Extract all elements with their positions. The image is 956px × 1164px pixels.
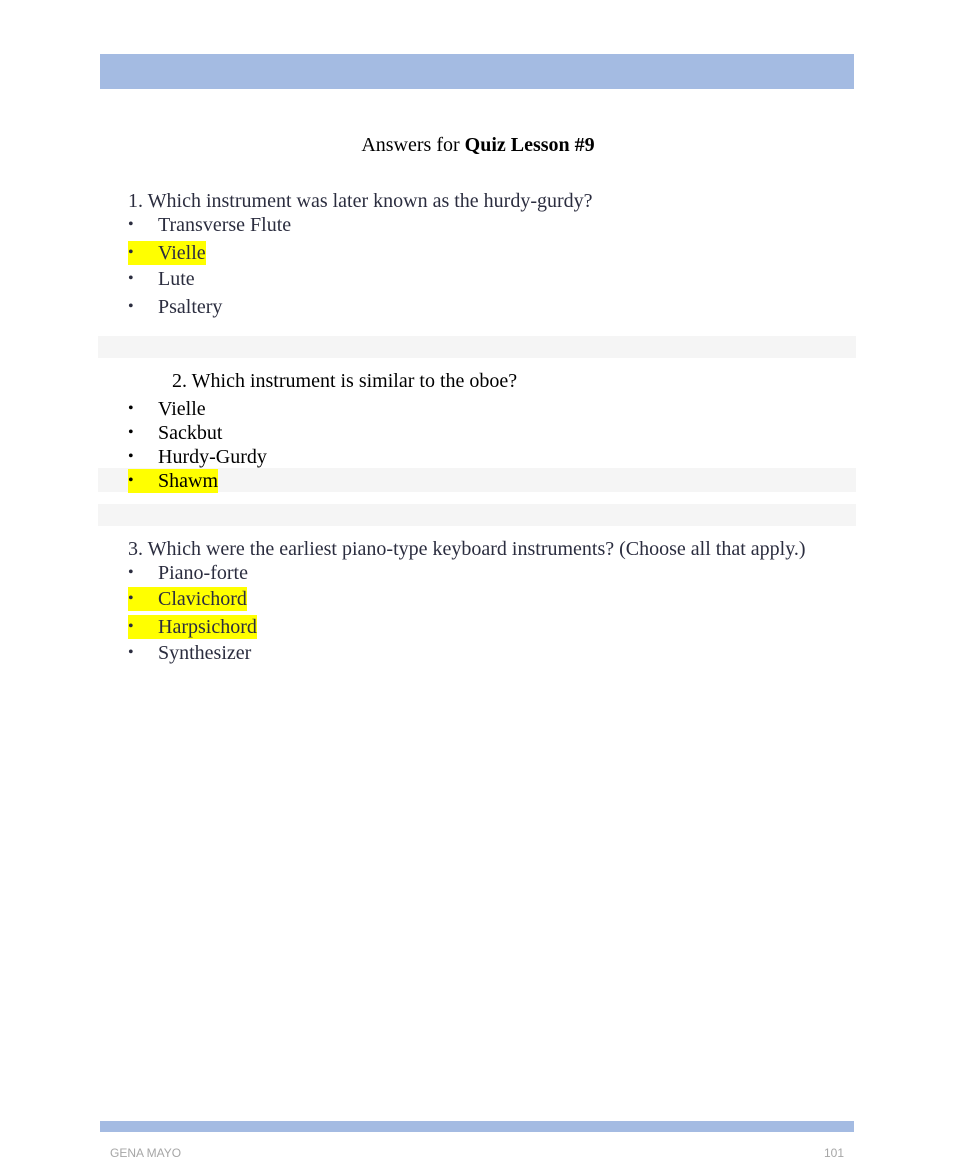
separator-band xyxy=(98,504,856,526)
bullet-icon: • xyxy=(128,472,134,489)
bullet-icon: • xyxy=(128,298,134,315)
option-label: Hurdy-Gurdy xyxy=(158,446,267,468)
q2-option-1 xyxy=(128,397,206,421)
page-number: 101 xyxy=(823,1146,844,1160)
option-label: Lute xyxy=(158,268,195,290)
bullet-icon: • xyxy=(128,644,134,661)
footer-accent-bar xyxy=(100,1121,854,1132)
bullet-icon: • xyxy=(128,244,134,261)
page-title xyxy=(0,133,956,157)
q1-option-2 xyxy=(128,241,206,265)
option-label: Transverse Flute xyxy=(158,214,292,236)
question-2-text: 2. Which instrument is similar to the oboe? xyxy=(172,370,518,392)
option-label: Vielle xyxy=(158,242,206,264)
separator-band xyxy=(98,336,856,358)
q2-option-4 xyxy=(128,469,218,493)
option-label: Psaltery xyxy=(158,296,223,318)
title-bold: Quiz Lesson #9 xyxy=(464,134,595,156)
option-label: Shawm xyxy=(158,470,218,492)
option-label: Harpsichord xyxy=(158,616,257,638)
bullet-icon: • xyxy=(128,216,134,233)
bullet-icon: • xyxy=(128,618,134,635)
option-label: Sackbut xyxy=(158,422,223,444)
q2-option-2 xyxy=(128,421,222,445)
bullet-icon: • xyxy=(128,400,134,417)
option-label: Vielle xyxy=(158,398,206,420)
q3-option-1 xyxy=(128,561,248,585)
footer-author: GENA MAYO xyxy=(110,1146,182,1160)
q1-option-3 xyxy=(128,267,195,291)
title-prefix: Answers for xyxy=(361,134,465,156)
q3-option-3 xyxy=(128,615,257,639)
bullet-icon: • xyxy=(128,270,134,287)
bullet-icon: • xyxy=(128,424,134,441)
q1-option-4 xyxy=(128,295,222,319)
question-1-text: 1. Which instrument was later known as the hurdy-gurdy? xyxy=(128,190,593,212)
q3-option-2 xyxy=(128,587,247,611)
bullet-icon: • xyxy=(128,564,134,581)
option-label: Piano-forte xyxy=(158,562,248,584)
option-label: Clavichord xyxy=(158,588,247,610)
header-accent-bar xyxy=(100,54,854,89)
bullet-icon: • xyxy=(128,448,134,465)
option-label: Synthesizer xyxy=(158,642,252,664)
question-3-text: 3. Which were the earliest piano-type keyboard instruments? (Choose all that apply.) xyxy=(128,538,806,560)
q1-option-1 xyxy=(128,213,291,237)
q3-option-4 xyxy=(128,641,251,665)
bullet-icon: • xyxy=(128,590,134,607)
q2-option-3 xyxy=(128,445,267,469)
